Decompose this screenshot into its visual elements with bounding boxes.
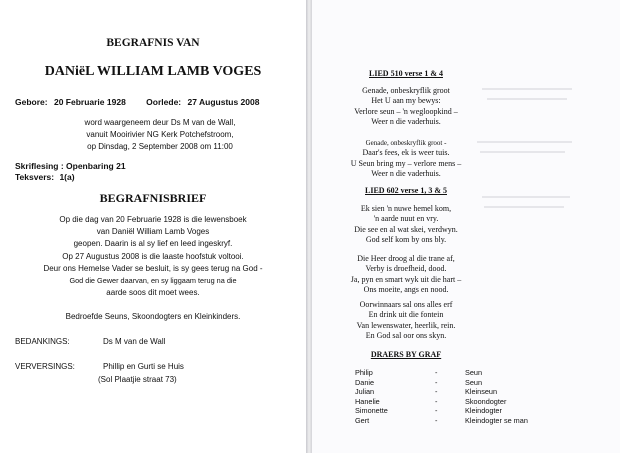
hymn2-title: LIED 602 verse 1, 3 & 5 bbox=[365, 186, 447, 195]
service-details bbox=[55, 117, 265, 153]
bearer-name: Gert bbox=[355, 415, 370, 425]
thanks-label: BEDANKINGS: bbox=[15, 337, 70, 346]
verse-line: God self kom by ons bly. bbox=[365, 235, 447, 245]
died-label: Oorlede: bbox=[146, 97, 182, 107]
born-label: Gebore: bbox=[15, 97, 48, 107]
verse-line: Daar's fees, ek is weer tuis. bbox=[362, 148, 450, 158]
thanks-value: Ds M van de Wall bbox=[103, 337, 166, 346]
refresh-line: Phillip en Gurti se Huis bbox=[103, 362, 184, 371]
bearer-dash: - bbox=[435, 406, 438, 416]
verse-line: Die Heer droog al die trane af, bbox=[357, 254, 455, 263]
bearer-name: Hanelie bbox=[355, 396, 380, 406]
bearer-name: Danie bbox=[355, 377, 375, 387]
verse-line: U Seun bring my – verlore mens – bbox=[350, 158, 462, 168]
verse-line: Verby is droefheid, dood. bbox=[365, 264, 447, 274]
verse-line: Genade, onbeskryflik groot bbox=[362, 86, 450, 95]
text-row bbox=[15, 172, 75, 182]
reading-label: Skriflesing : bbox=[15, 161, 64, 171]
letter-line: geopen. Daarin is al sy lief en leed ingeskryf. bbox=[73, 239, 233, 249]
mourners: Bedroefde Seuns, Skoondogters en Kleinkinders. bbox=[65, 312, 241, 321]
bearer-dash: - bbox=[435, 396, 438, 406]
bearer-relation: Kleindogter bbox=[465, 406, 502, 416]
bearer-dash: - bbox=[435, 415, 438, 425]
list-item bbox=[355, 416, 528, 426]
bearer-dash: - bbox=[435, 387, 438, 397]
verse-line: Oorwinnaars sal ons alles erf bbox=[359, 300, 453, 309]
refresh-label: VERVERSINGS: bbox=[15, 362, 75, 371]
verse-line: 'n aarde nuut en vry. bbox=[373, 214, 439, 224]
text-label: Teksvers: bbox=[15, 172, 55, 182]
bearer-relation: Skoondogter bbox=[465, 396, 507, 406]
list-item bbox=[355, 368, 528, 378]
bearer-dash: - bbox=[435, 368, 438, 377]
bearer-relation: Kleinseun bbox=[465, 387, 498, 397]
born-date: 20 Februarie 1928 bbox=[53, 97, 126, 107]
verse-line: Weer n die vaderhuis. bbox=[371, 169, 441, 179]
text-value: 1(a) bbox=[59, 172, 75, 182]
verse-line: Ons moeite, angs en nood. bbox=[363, 285, 449, 295]
bearers-title: DRAERS BY GRAF bbox=[370, 350, 442, 359]
hymn2-verse3 bbox=[312, 300, 500, 342]
letter-line: van Daniël William Lamb Voges bbox=[96, 227, 210, 237]
service-line: word waargeneem deur Ds M van de Wall, bbox=[84, 118, 236, 127]
letter-line: Op die dag van 20 Februarie 1928 is die lewensboek bbox=[59, 215, 247, 224]
list-item bbox=[355, 378, 528, 388]
hymn1-verse1 bbox=[312, 86, 500, 128]
letter-title: BEGRAFNISBRIEF bbox=[99, 191, 207, 205]
verse-line: En drink uit die fontein bbox=[368, 310, 444, 320]
died-date: 27 Augustus 2008 bbox=[187, 97, 260, 107]
bearer-name: Philip bbox=[355, 368, 373, 377]
list-item bbox=[355, 406, 528, 416]
bearer-dash: - bbox=[435, 377, 438, 387]
hymn2-verse1 bbox=[312, 204, 500, 246]
bearer-relation: Kleindogter se man bbox=[465, 415, 528, 425]
service-line: op Dinsdag, 2 September 2008 om 11:00 bbox=[87, 142, 233, 151]
verse-line: Het U aan my bewys: bbox=[371, 96, 441, 106]
heading: BEGRAFNIS VAN bbox=[106, 37, 200, 49]
bearer-name: Simonette bbox=[355, 406, 388, 416]
letter-line: God die Gewer daarvan, en sy liggaam terug na die bbox=[69, 276, 237, 286]
right-page bbox=[312, 0, 620, 453]
list-item bbox=[355, 387, 528, 397]
bearer-name: Julian bbox=[355, 387, 375, 397]
reading-value: Openbaring 21 bbox=[66, 161, 126, 171]
verse-line: Van lewenswater, heerlik, rein. bbox=[356, 320, 456, 330]
verse-line: Weer n die vaderhuis. bbox=[371, 117, 441, 127]
verse-line: Ja, pyn en smart wyk uit die hart – bbox=[350, 274, 462, 284]
bearers-list bbox=[355, 368, 528, 426]
bearer-relation: Seun bbox=[465, 368, 483, 377]
hymn1-title: LIED 510 verse 1 & 4 bbox=[369, 69, 443, 78]
verse-line: Verlore seun – 'n wegloopkind – bbox=[354, 106, 458, 116]
list-item bbox=[355, 397, 528, 407]
letter-line: Deur ons Hemelse Vader se besluit, is sy gees terug na God - bbox=[43, 263, 263, 273]
verse-line: Ek sien 'n nuwe hemel kom, bbox=[360, 204, 452, 213]
verse-line: Genade, onbeskryflik groot - bbox=[365, 139, 447, 147]
hymn1-verse2 bbox=[312, 138, 500, 180]
letter-body bbox=[0, 214, 306, 299]
bleed-through-trace bbox=[482, 196, 570, 198]
letter-line: Op 27 Augustus 2008 is die laaste hoofstuk voltooi. bbox=[62, 251, 244, 261]
bearer-relation: Seun bbox=[465, 377, 483, 387]
dates-row bbox=[15, 97, 259, 107]
left-page bbox=[0, 0, 306, 453]
verse-line: Die see en al wat skei, verdwyn. bbox=[354, 224, 458, 234]
refresh-line: (Sol Plaatjie straat 73) bbox=[98, 375, 177, 384]
verse-line: En God sal oor ons skyn. bbox=[365, 331, 447, 341]
letter-line: aarde soos dit moet wees. bbox=[106, 288, 200, 298]
service-line: vanuit Mooirivier NG Kerk Potchefstroom, bbox=[86, 130, 234, 139]
reading-row bbox=[15, 161, 126, 171]
hymn2-verse2 bbox=[312, 254, 500, 296]
deceased-name: DANiëL WILLIAM LAMB VOGES bbox=[44, 64, 262, 79]
